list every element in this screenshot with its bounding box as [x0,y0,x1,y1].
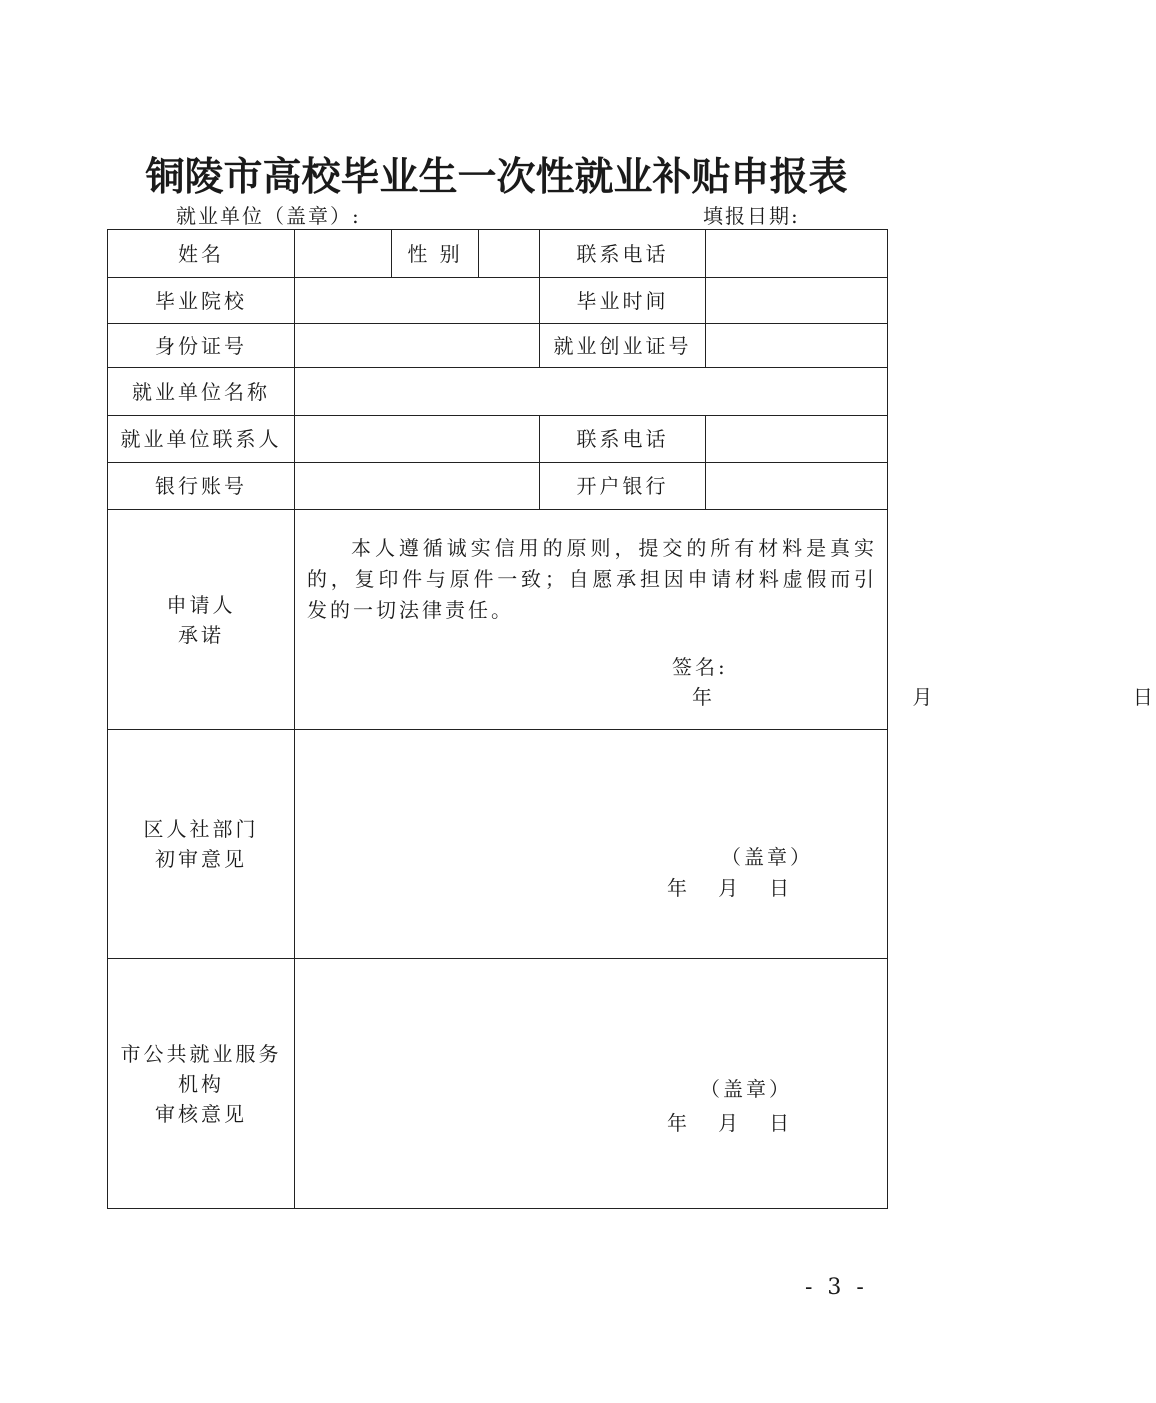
bank-account-field[interactable] [295,463,540,510]
id-number-field[interactable] [295,324,540,368]
pledge-cell [295,510,1156,730]
name-field[interactable] [295,230,392,278]
phone-field[interactable] [706,230,888,278]
grad-time-label: 毕业时间 [540,278,706,324]
city-review-label-line3: 审核意见 [155,1101,247,1126]
id-number-label: 身份证号 [108,324,295,368]
school-label: 毕业院校 [108,278,295,324]
district-review-label [108,730,295,959]
pledge-label-line1: 申请人 [166,592,236,617]
district-stamp-label: （盖章） [721,845,813,869]
school-field[interactable] [295,278,540,324]
city-review-label-line1: 市公共就业服务 [120,1041,282,1066]
employer-contact-field[interactable] [295,416,540,463]
form-title: 铜陵市高校毕业生一次性就业补贴申报表 [145,155,848,200]
gender-field[interactable] [479,230,540,278]
signature-label[interactable]: 签名: [672,655,728,679]
grad-time-field[interactable] [706,278,888,324]
fill-date-label: 填报日期: [703,204,800,228]
city-review-label-line2: 机构 [178,1071,224,1096]
district-review-date: 年 月 日 [667,876,793,900]
city-review-field[interactable] [295,959,888,1209]
bank-label: 开户银行 [540,463,706,510]
employer-stamp-label: 就业单位（盖章）: [176,204,361,228]
pledge-label-line2: 承诺 [178,622,224,647]
phone-label: 联系电话 [540,230,706,278]
pledge-text: 本人遵循诚实信用的原则，提交的所有材料是真实的，复印件与原件一致；自愿承担因申请材料虚假而引发的一切法律责任。 [307,536,877,622]
employment-cert-label: 就业创业证号 [540,324,706,368]
bank-account-label: 银行账号 [108,463,295,510]
employer-phone-field[interactable] [706,416,888,463]
employer-name-field[interactable] [295,368,888,416]
application-form-table [107,229,1156,1209]
pledge-date: 年 月 日 [692,685,1156,709]
pledge-label [108,510,295,730]
district-review-label-line2: 初审意见 [155,847,247,871]
city-stamp-label: （盖章） [700,1077,792,1101]
gender-label: 性 别 [392,230,479,278]
district-review-label-line1: 区人社部门 [143,817,259,841]
employment-cert-field[interactable] [706,324,888,368]
page-number: - 3 - [805,1275,868,1300]
district-review-field[interactable] [295,730,888,959]
bank-field[interactable] [706,463,888,510]
city-review-date: 年 月 日 [667,1111,793,1135]
name-label: 姓名 [108,230,295,278]
city-review-label [108,959,295,1209]
employer-phone-label: 联系电话 [540,416,706,463]
employer-name-label: 就业单位名称 [108,368,295,416]
employer-contact-label: 就业单位联系人 [108,416,295,463]
